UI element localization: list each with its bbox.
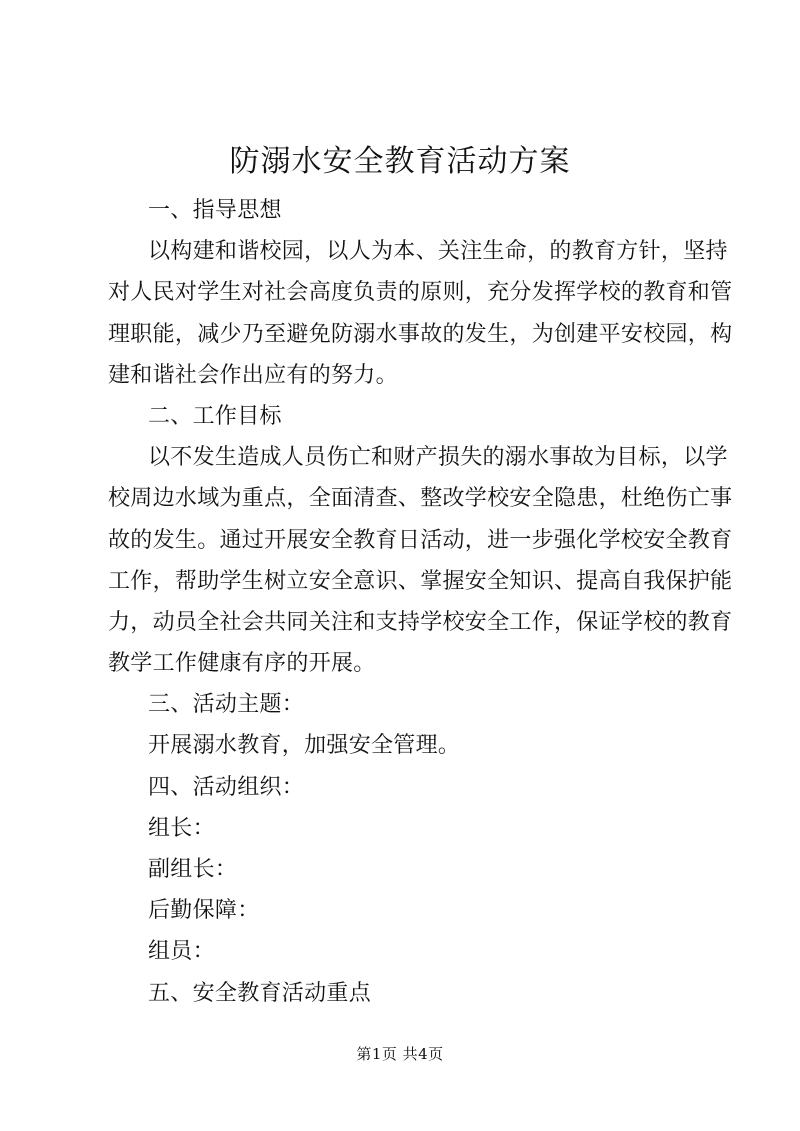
paragraph-line: 开展溺水教育，加强安全管理。 [148, 733, 461, 759]
paragraph-line: 对人民对学生对社会高度负责的原则，充分发挥学校的教育和管 [108, 280, 733, 306]
document-body [108, 190, 733, 1014]
role-line-leader: 组长： [148, 815, 215, 841]
role-line-logistics: 后勤保障： [148, 898, 260, 924]
page-footer: 第1页 共4页 [356, 1045, 444, 1063]
paragraph-line: 工作，帮助学生树立安全意识、掌握安全知识、提高自我保护能 [108, 568, 733, 594]
section-heading-5: 五、安全教育活动重点 [148, 980, 372, 1006]
paragraph-line: 故的发生。通过开展安全教育日活动，进一步强化学校安全教育 [108, 527, 733, 553]
paragraph-line: 力，动员全社会共同关注和支持学校安全工作，保证学校的教育 [108, 609, 733, 635]
document-title: 防溺水安全教育活动方案 [229, 144, 571, 179]
paragraph-line: 校周边水域为重点，全面清查、整改学校安全隐患，杜绝伤亡事 [108, 486, 733, 512]
role-line-members: 组员： [148, 939, 215, 965]
section-heading-4: 四、活动组织： [148, 774, 305, 800]
section-heading-1: 一、指导思想 [148, 198, 282, 223]
role-line-deputy-leader: 副组长： [148, 857, 238, 882]
section-heading-3: 三、活动主题： [148, 692, 305, 718]
paragraph-line: 教学工作健康有序的开展。 [108, 651, 376, 677]
paragraph-line: 理职能，减少乃至避免防溺水事故的发生，为创建平安校园，构 [108, 321, 733, 347]
paragraph-line: 以构建和谐校园，以人为本、关注生命，的教育方针，坚持 [148, 239, 728, 265]
paragraph-line: 建和谐社会作出应有的努力。 [108, 362, 398, 388]
paragraph-line: 以不发生造成人员伤亡和财产损失的溺水事故为目标，以学 [148, 445, 728, 471]
section-heading-2: 二、工作目标 [148, 403, 282, 429]
